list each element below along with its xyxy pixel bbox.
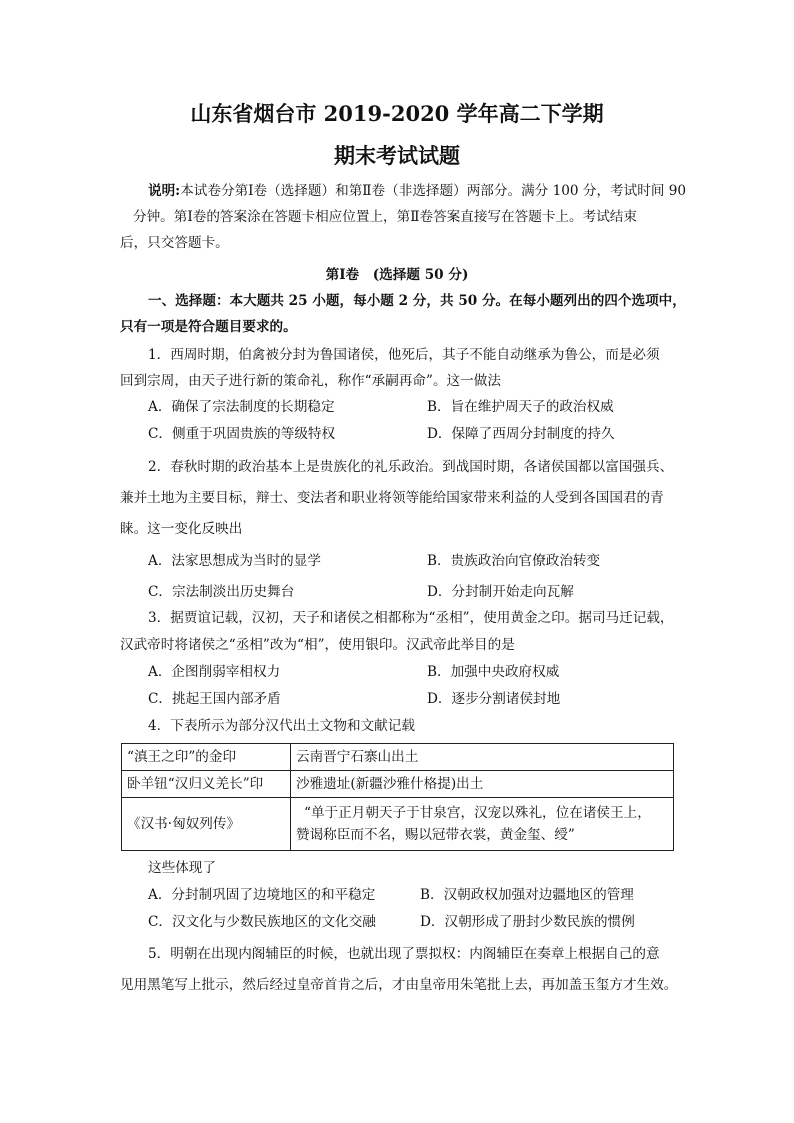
q3-option-a: A．企图削弱宰相权力 [148, 664, 281, 680]
q4-option-a: A．分封制巩固了边境地区的和平稳定 [148, 887, 376, 903]
q4-option-b: B．汉朝政权加强对边疆地区的管理 [420, 887, 634, 903]
q2-stem-line3: 睐。这一变化反映出 [120, 521, 243, 537]
q1-option-a: A．确保了宗法制度的长期稳定 [148, 399, 335, 415]
q4-option-d: D．汉朝形成了册封少数民族的惯例 [420, 914, 635, 930]
exam-title-line2: 期末考试试题 [334, 143, 460, 168]
q4-intro: 4．下表所示为部分汉代出土文物和文献记载 [148, 718, 415, 734]
q4-option-c: C．汉文化与少数民族地区的文化交融 [148, 914, 376, 930]
q3-option-b: B．加强中央政府权威 [427, 664, 560, 680]
q1-stem-line2: 回到宗周，由天子进行新的策命礼，称作“承嗣再命”。这一做法 [120, 373, 501, 389]
table-cell-source: 云南晋宁石寨山出土 [291, 744, 674, 771]
q1-option-d: D．保障了西周分封制度的持久 [427, 426, 615, 442]
q2-option-c: C．宗法制淡出历史舞台 [148, 584, 295, 600]
table-cell-item: “滇王之印”的金印 [122, 744, 291, 771]
instructions-line1: 说明:本试卷分第Ⅰ卷（选择题）和第Ⅱ卷（非选择题）两部分。满分 100 分，考试时间 90 [148, 183, 687, 199]
q1-stem-line1: 1．西周时期，伯禽被分封为鲁国诸侯，他死后，其子不能自动继承为鲁公，而是必须 [148, 347, 660, 363]
q2-option-a: A．法家思想成为当时的显学 [148, 553, 321, 569]
q3-stem-line1: 3．据贾谊记载，汉初，天子和诸侯之相都称为“丞相”，使用黄金之印。据司马迁记载， [148, 610, 674, 626]
table-cell-source: 沙雅遗址(新疆沙雅什格提)出土 [291, 771, 674, 798]
instructions-line2: 分钟。第Ⅰ卷的答案涂在答题卡相应位置上，第Ⅱ卷答案直接写在答题卡上。考试结束 [133, 209, 637, 225]
table-quote-line1: “单于正月朝天子于甘泉宫，汉宠以殊礼，位在诸侯王上， [304, 805, 651, 821]
q2-stem-line2: 兼并土地为主要目标，辩士、变法者和职业将领等能给国家带来利益的人受到各国国君的青 [120, 490, 664, 506]
table-row [122, 744, 674, 771]
instructions-line3: 后，只交答题卡。 [120, 235, 229, 251]
table-cell-source [291, 798, 674, 851]
part-intro-line1: 一、选择题：本大题共 25 小题，每小题 2 分，共 50 分。在每小题列出的四个选项中， [148, 293, 686, 309]
q2-stem-line1: 2．春秋时期的政治基本上是贵族化的礼乐政治。到战国时期，各诸侯国都以富国强兵、 [148, 459, 674, 475]
table-cell-item: 卧羊钮“汉归义羌长”印 [122, 771, 291, 798]
instructions-label: 说明: [148, 183, 181, 199]
q1-option-c: C．侧重于巩固贵族的等级特权 [148, 426, 336, 442]
q3-option-d: D．逐步分割诸侯封地 [427, 691, 561, 707]
q3-stem-line2: 汉武帝时将诸侯之“丞相”改为“相”，使用银印。汉武帝此举目的是 [120, 637, 515, 653]
section1-header: 第Ⅰ卷 (选择题 50 分) [325, 267, 469, 283]
q1-option-b: B．旨在维护周天子的政治权威 [427, 399, 614, 415]
q2-option-b: B．贵族政治向官僚政治转变 [427, 553, 601, 569]
q3-option-c: C．挑起王国内部矛盾 [148, 691, 281, 707]
exam-title-line1: 山东省烟台市 2019-2020 学年高二下学期 [190, 101, 604, 126]
q5-stem-line2: 见用黑笔写上批示，然后经过皇帝首肯之后，才由皇帝用朱笔批上去，再加盖玉玺方才生效。 [120, 977, 678, 993]
q5-stem-line1: 5．明朝在出现内阁辅臣的时候，也就出现了票拟权：内阁辅臣在奏章上根据自己的意 [148, 946, 660, 962]
table-row [122, 798, 674, 851]
table-cell-item: 《汉书·匈奴列传》 [122, 798, 291, 851]
q2-option-d: D．分封制开始走向瓦解 [427, 584, 574, 600]
part-intro-line2: 只有一项是符合题目要求的。 [120, 319, 297, 335]
artifact-table [121, 743, 674, 851]
q4-stem: 这些体现了 [148, 860, 216, 876]
table-row [122, 771, 674, 798]
table-quote-line2: 赞谒称臣而不名，赐以冠带衣裳，黄金玺、绶” [296, 827, 575, 843]
